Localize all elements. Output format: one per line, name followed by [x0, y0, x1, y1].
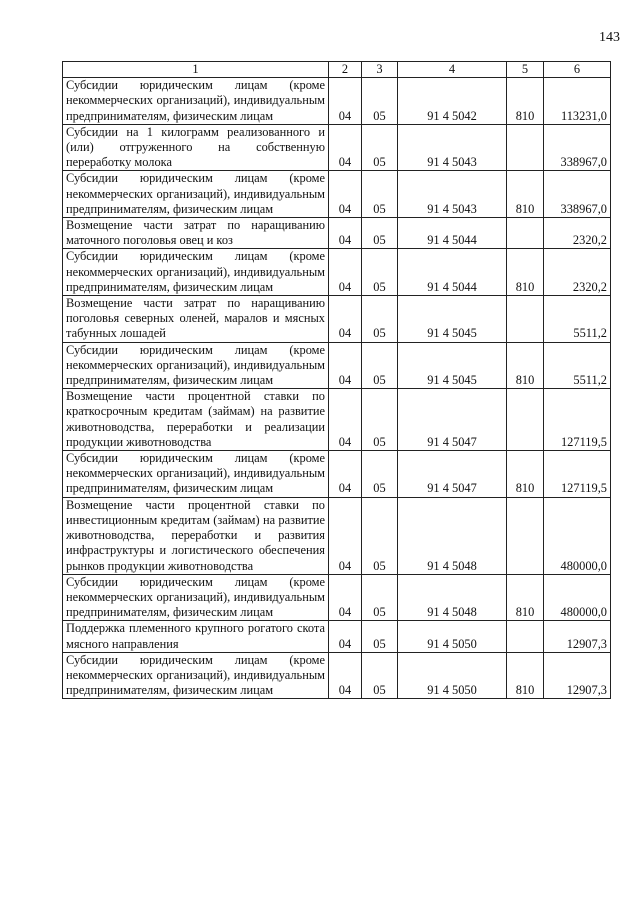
page-number: 143 — [599, 30, 620, 45]
amount: 480000,0 — [544, 574, 611, 621]
section-code: 04 — [329, 342, 362, 389]
subsection-code: 05 — [362, 124, 398, 171]
item-name: Субсидии юридическим лицам (кроме некоммерческих организаций), индивидуальным предпринимателям, физическим лицам — [63, 78, 329, 125]
budget-table — [62, 61, 611, 699]
item-name: Возмещение части процентной ставки по краткосрочным кредитам (займам) на развитие животноводства, переработки и реализации продукции животноводства — [63, 389, 329, 451]
table-body — [63, 78, 611, 699]
subsection-code: 05 — [362, 249, 398, 296]
amount: 113231,0 — [544, 78, 611, 125]
amount: 480000,0 — [544, 497, 611, 574]
section-code: 04 — [329, 574, 362, 621]
expense-type-code: 810 — [507, 574, 544, 621]
expense-type-code — [507, 389, 544, 451]
table-row — [63, 389, 611, 451]
expense-type-code: 810 — [507, 652, 544, 699]
section-code: 04 — [329, 497, 362, 574]
item-name: Субсидии юридическим лицам (кроме некоммерческих организаций), индивидуальным предпринимателям, физическим лицам — [63, 652, 329, 699]
amount: 12907,3 — [544, 621, 611, 652]
amount: 2320,2 — [544, 249, 611, 296]
subsection-code: 05 — [362, 218, 398, 249]
subsection-code: 05 — [362, 451, 398, 498]
section-code: 04 — [329, 218, 362, 249]
subsection-code: 05 — [362, 389, 398, 451]
amount: 5511,2 — [544, 342, 611, 389]
table-row — [63, 497, 611, 574]
column-header: 1 — [63, 62, 329, 78]
subsection-code: 05 — [362, 497, 398, 574]
target-article-code: 91 4 5050 — [398, 652, 507, 699]
section-code: 04 — [329, 124, 362, 171]
target-article-code: 91 4 5044 — [398, 249, 507, 296]
amount: 127119,5 — [544, 451, 611, 498]
table-row — [63, 249, 611, 296]
table-row — [63, 342, 611, 389]
table-row — [63, 652, 611, 699]
item-name: Возмещение части затрат по наращиванию маточного поголовья овец и коз — [63, 218, 329, 249]
column-header: 6 — [544, 62, 611, 78]
item-name: Субсидии на 1 килограмм реализованного и (или) отгруженного на собственную переработку молока — [63, 124, 329, 171]
section-code: 04 — [329, 296, 362, 343]
target-article-code: 91 4 5048 — [398, 574, 507, 621]
item-name: Субсидии юридическим лицам (кроме некоммерческих организаций), индивидуальным предпринимателям, физическим лицам — [63, 171, 329, 218]
section-code: 04 — [329, 78, 362, 125]
subsection-code: 05 — [362, 652, 398, 699]
item-name: Субсидии юридическим лицам (кроме некоммерческих организаций), индивидуальным предпринимателям, физическим лицам — [63, 451, 329, 498]
item-name: Субсидии юридическим лицам (кроме некоммерческих организаций), индивидуальным предпринимателям, физическим лицам — [63, 249, 329, 296]
section-code: 04 — [329, 652, 362, 699]
subsection-code: 05 — [362, 621, 398, 652]
subsection-code: 05 — [362, 171, 398, 218]
subsection-code: 05 — [362, 574, 398, 621]
expense-type-code — [507, 124, 544, 171]
subsection-code: 05 — [362, 342, 398, 389]
expense-type-code: 810 — [507, 249, 544, 296]
table-row — [63, 171, 611, 218]
item-name: Субсидии юридическим лицам (кроме некоммерческих организаций), индивидуальным предпринимателям, физическим лицам — [63, 342, 329, 389]
target-article-code: 91 4 5043 — [398, 171, 507, 218]
column-header: 4 — [398, 62, 507, 78]
amount: 12907,3 — [544, 652, 611, 699]
target-article-code: 91 4 5045 — [398, 342, 507, 389]
target-article-code: 91 4 5045 — [398, 296, 507, 343]
column-header: 5 — [507, 62, 544, 78]
target-article-code: 91 4 5048 — [398, 497, 507, 574]
expense-type-code: 810 — [507, 171, 544, 218]
amount: 2320,2 — [544, 218, 611, 249]
expense-type-code: 810 — [507, 451, 544, 498]
table-row — [63, 621, 611, 652]
section-code: 04 — [329, 389, 362, 451]
section-code: 04 — [329, 171, 362, 218]
amount: 5511,2 — [544, 296, 611, 343]
expense-type-code — [507, 621, 544, 652]
item-name: Поддержка племенного крупного рогатого скота мясного направления — [63, 621, 329, 652]
item-name: Возмещение части процентной ставки по инвестиционным кредитам (займам) на развитие животноводства, переработки и развития инфраструктуры и логистического обеспечения рынков продукции животноводства — [63, 497, 329, 574]
section-code: 04 — [329, 249, 362, 296]
target-article-code: 91 4 5047 — [398, 389, 507, 451]
amount: 127119,5 — [544, 389, 611, 451]
amount: 338967,0 — [544, 171, 611, 218]
table-row — [63, 296, 611, 343]
column-header: 3 — [362, 62, 398, 78]
item-name: Возмещение части затрат по наращиванию поголовья северных оленей, маралов и мясных табунных лошадей — [63, 296, 329, 343]
expense-type-code — [507, 296, 544, 343]
header-row — [63, 62, 611, 78]
subsection-code: 05 — [362, 296, 398, 343]
item-name: Субсидии юридическим лицам (кроме некоммерческих организаций), индивидуальным предпринимателям, физическим лицам — [63, 574, 329, 621]
target-article-code: 91 4 5044 — [398, 218, 507, 249]
section-code: 04 — [329, 621, 362, 652]
expense-type-code — [507, 218, 544, 249]
expense-type-code: 810 — [507, 78, 544, 125]
target-article-code: 91 4 5050 — [398, 621, 507, 652]
target-article-code: 91 4 5043 — [398, 124, 507, 171]
column-header: 2 — [329, 62, 362, 78]
target-article-code: 91 4 5047 — [398, 451, 507, 498]
amount: 338967,0 — [544, 124, 611, 171]
table-row — [63, 574, 611, 621]
table-row — [63, 78, 611, 125]
target-article-code: 91 4 5042 — [398, 78, 507, 125]
subsection-code: 05 — [362, 78, 398, 125]
section-code: 04 — [329, 451, 362, 498]
table-row — [63, 124, 611, 171]
table-row — [63, 451, 611, 498]
expense-type-code: 810 — [507, 342, 544, 389]
expense-type-code — [507, 497, 544, 574]
table-row — [63, 218, 611, 249]
